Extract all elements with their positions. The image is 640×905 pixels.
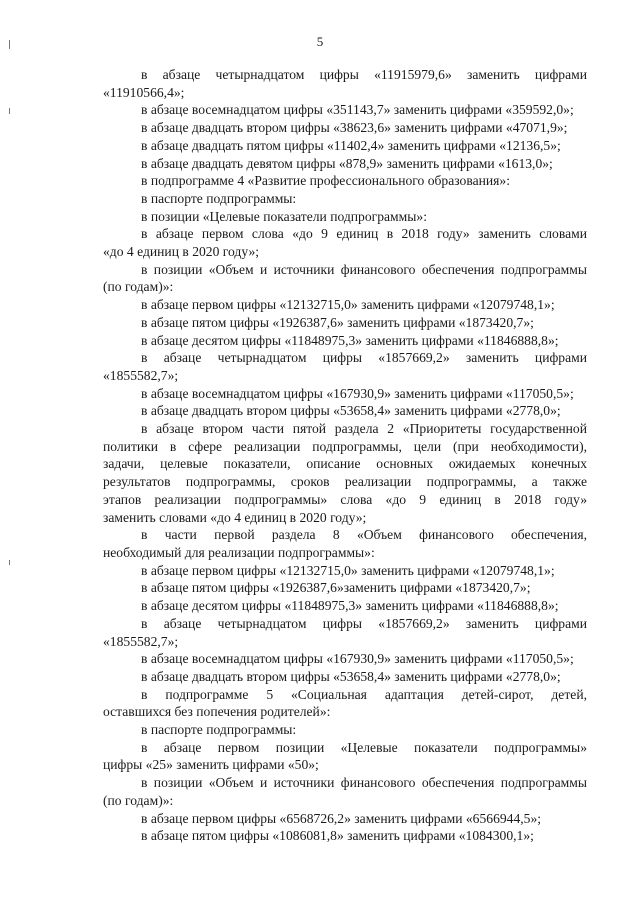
text-line: в абзаце пятом цифры «1086081,8» заменить цифрами «1084300,1»; [141, 828, 534, 844]
text-line: в абзаце двадцать втором цифры «53658,4» заменить цифрами «2778,0»; [141, 668, 561, 684]
text-line: в абзаце первом цифры «12132715,0» заменить цифрами «12079748,1»; [141, 297, 555, 313]
text-line: в абзаце первом позиции «Целевые показатели подпрограммы» [141, 739, 587, 755]
text-line: «1855582,7»; [103, 633, 179, 649]
text-line: в абзаце первом цифры «12132715,0» заменить цифрами «12079748,1»; [141, 562, 555, 578]
text-line: в части первой раздела 8 «Объем финансового обеспечения, [141, 527, 587, 543]
text-line: в абзаце четырнадцатом цифры «1857669,2» заменить цифрами [141, 350, 587, 366]
text-line: в позиции «Объем и источники финансового обеспечения подпрограммы [141, 261, 587, 277]
margin-scan-mark [9, 108, 10, 114]
text-line: цифры «25» заменить цифрами «50»; [103, 757, 319, 773]
text-line: заменить словами «до 4 единиц в 2020 году»; [103, 509, 367, 525]
text-line: политики в сфере реализации подпрограммы, цели (при необходимости), [103, 438, 587, 454]
text-line: в позиции «Объем и источники финансового обеспечения подпрограммы [141, 775, 587, 791]
text-line: в абзаце восемнадцатом цифры «167930,9» заменить цифрами «117050,5»; [141, 385, 574, 401]
text-line: в абзаце пятом цифры «1926387,6»заменить цифрами «1873420,7»; [141, 580, 531, 596]
page-number: 5 [316, 34, 324, 49]
text-line: задачи, целевые показатели, описание основных ожидаемых конечных [103, 456, 587, 472]
text-line: в абзаце четырнадцатом цифры «1857669,2» заменить цифрами [141, 615, 587, 631]
text-line: в подпрограмме 4 «Развитие профессионального образования»: [141, 173, 511, 189]
text-line: необходимый для реализации подпрограммы»: [103, 544, 375, 560]
text-line: результатов подпрограммы, сроков реализации подпрограммы, а также [103, 474, 587, 490]
text-line: в абзаце восемнадцатом цифры «351143,7» заменить цифрами «359592,0»; [141, 102, 574, 118]
text-line: в абзаце втором части пятой раздела 2 «Приоритеты государственной [141, 421, 587, 437]
margin-scan-mark [9, 560, 10, 565]
text-line: в паспорте подпрограммы: [141, 722, 297, 738]
text-line: в абзаце четырнадцатом цифры «11915979,6» заменить цифрами [141, 67, 587, 82]
text-line: в абзаце восемнадцатом цифры «167930,9» заменить цифрами «117050,5»; [141, 651, 574, 667]
text-line: в абзаце десятом цифры «11848975,3» заменить цифрами «11846888,8»; [141, 598, 559, 614]
text-line: (по годам)»: [103, 792, 174, 808]
text-line: в абзаце двадцать девятом цифры «878,9» заменить цифрами «1613,0»; [141, 155, 553, 171]
text-line: в абзаце пятом цифры «1926387,6» заменить цифрами «1873420,7»; [141, 314, 534, 330]
text-line: в абзаце первом слова «до 9 единиц в 2018 году» заменить словами [141, 226, 587, 242]
text-line: этапов реализации подпрограммы» слова «до 9 единиц в 2018 году» [103, 491, 587, 507]
text-line: «11910566,4»; [103, 84, 185, 100]
text-line: в подпрограмме 5 «Социальная адаптация детей-сирот, детей, [141, 686, 587, 702]
text-line: «1855582,7»; [103, 367, 179, 383]
text-line: в позиции «Целевые показатели подпрограммы»: [141, 208, 427, 224]
text-line: в абзаце десятом цифры «11848975,3» заменить цифрами «11846888,8»; [141, 332, 559, 348]
text-line: в абзаце первом цифры «6568726,2» заменить цифрами «6566944,5»; [141, 810, 542, 826]
text-line: в абзаце двадцать втором цифры «38623,6» заменить цифрами «47071,9»; [141, 120, 568, 136]
text-line: в паспорте подпрограммы: [141, 190, 297, 206]
text-line: в абзаце двадцать втором цифры «53658,4» заменить цифрами «2778,0»; [141, 403, 561, 419]
text-line: оставшихся без попечения родителей»: [103, 704, 331, 720]
text-line: (по годам)»: [103, 279, 174, 295]
text-line: «до 4 единиц в 2020 году»; [103, 244, 260, 260]
document-body [103, 66, 587, 845]
text-line: в абзаце двадцать пятом цифры «11402,4» заменить цифрами «12136,5»; [141, 137, 561, 153]
